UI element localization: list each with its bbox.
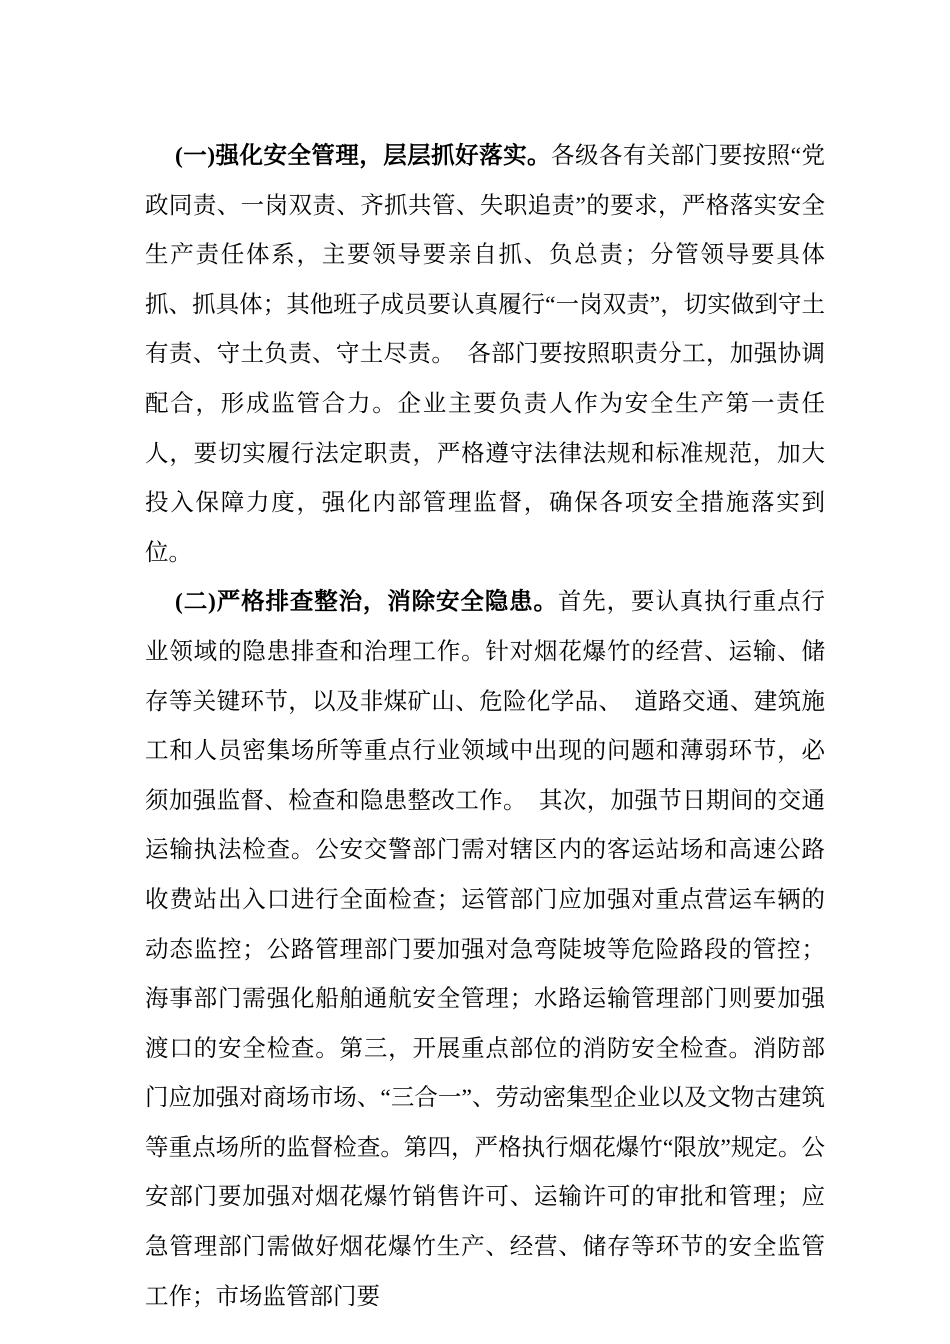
paragraph-2: [145, 578, 825, 1322]
paragraph-2-text: 首先，要认真执行重点行业领域的隐患排查和治理工作。针对烟花爆竹的经营、运输、储存等关键环节，以及非煤矿山、危险化学品、 道路交通、建筑施工和人员密集场所等重点行业领域中出现的问题和薄弱环节，必须加强监督、检查和隐患整改工作。 其次，加强节日期间的交通运输执法检查。公安交警部门需对辖区内的客运站场和高速公路收费站出入口进行全面检查；运管部门应加强对重点营运车辆的动态监控；公路管理部门要加强对急弯陡坡等危险路段的管控；海事部门需强化船舶通航安全管理；水路运输管理部门则要加强渡口的安全检查。第三，开展重点部位的消防安全检查。消防部门应加强对商场市场、“三合一”、劳动密集型企业以及文物古建筑等重点场所的监督检查。第四，严格执行烟花爆竹“限放”规定。公安部门要加强对烟花爆竹销售许可、运输许可的审批和管理；应急管理部门需做好烟花爆竹生产、经营、储存等环节的安全监管工作；市场监管部门要: [145, 589, 826, 1310]
paragraph-1: [145, 132, 825, 578]
paragraph-1-text: 各级各有关部门要按照“党政同责、一岗双责、齐抓共管、失职追责”的要求，严格落实安全生产责任体系，主要领导要亲自抓、负总责；分管领导要具体抓、抓具体；其他班子成员要认真履行“一岗双责”，切实做到守土有责、守土负责、守土尽责。 各部门要按照职责分工，加强协调配合，形成监管合力。企业主要负责人作为安全生产第一责任人，要切实履行法定职责，严格遵守法律法规和标准规范，加大投入保障力度，强化内部管理监督，确保各项安全措施落实到位。: [145, 143, 826, 566]
paragraph-1-heading: (一)强化安全管理，层层抓好落实。: [175, 143, 551, 169]
paragraph-2-heading: (二)严格排查整治，消除安全隐患。: [175, 589, 558, 616]
